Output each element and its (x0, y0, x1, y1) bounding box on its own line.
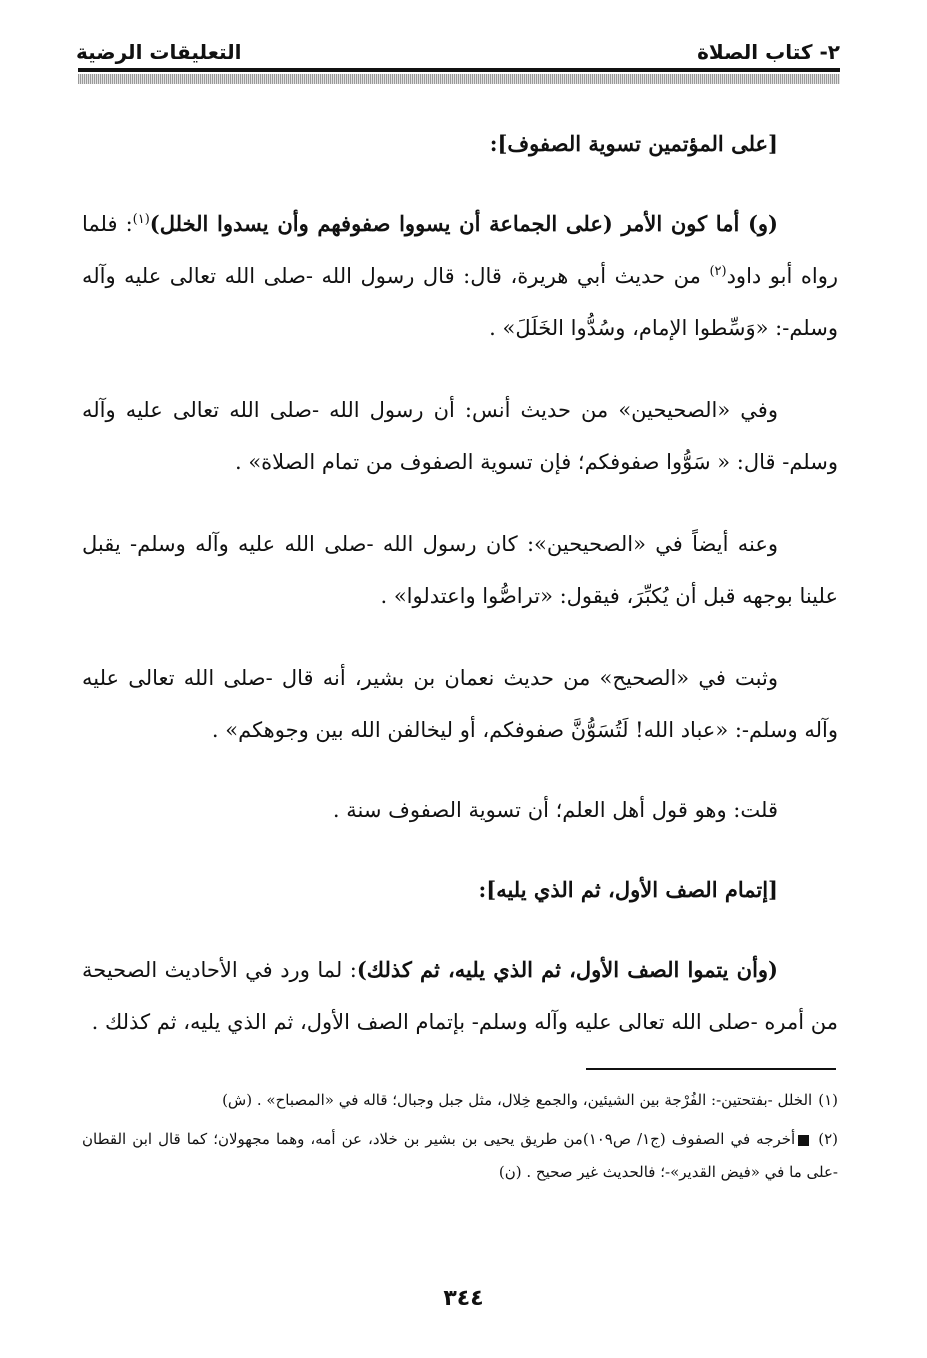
paragraph-tarassu: وعنه أيضاً في «الصحيحين»: كان رسول الله -صلى الله عليه وآله وسلم- يقبل علينا بوجهه قبل أن يُكبِّرَ، فيقول: «تراصُّوا واعتدلوا» . (82, 532, 838, 608)
page-number: ٣٤٤ (443, 1286, 484, 1311)
footnote-ref-1: (١) (132, 212, 150, 227)
main-text (82, 118, 838, 1048)
footnote-text: الخلل -بفتحتين-: الفُرْجة بين الشيئين، والجمع خِلال، مثل جبل وجبال؛ قاله في «المصباح» . (ش) (222, 1091, 813, 1109)
footnote-number: (١) (818, 1091, 838, 1109)
chapter-title: ٢- كتاب الصلاة (697, 40, 840, 64)
paragraph-text: : فلما رواه أبو داود (82, 212, 838, 288)
paragraph-qultu: قلت: وهو قول أهل العلم؛ أن تسوية الصفوف سنة . (332, 798, 778, 822)
paragraph-text: من حديث أبي هريرة، قال: قال رسول الله -صلى الله تعالى عليه وآله وسلم-: «وَسِّطوا الإمام، وسُدُّوا الخَلَلَ» . (82, 264, 838, 340)
footnote-text: أخرجه في الصفوف (ج١/ ص١٠٩)من طريق يحيى بن بشير بن خلاد، عن أمه، وهما مجهولان؛ كما قال ابن القطان -على ما في «فيض القدير»-؛ فالحديث غير صحيح . (ن) (82, 1130, 838, 1181)
paragraph-sadd-alkhalal (82, 198, 838, 354)
header-rule (78, 68, 840, 72)
paragraph-text: : لما ورد في الأحاديث الصحيحة من أمره -صلى الله تعالى عليه وآله وسلم- بإتمام الصف الأول، ثم الذي يليه، ثم كذلك . (82, 958, 838, 1034)
section-heading-row-alignment: [على المؤتمين تسوية الصفوف]: (489, 131, 778, 156)
paragraph-numan-hadith: وثبت في «الصحيح» من حديث نعمان بن بشير، أنه قال -صلى الله تعالى عليه وآله وسلم-: «عباد الله! لَتُسَوُّنَّ صفوفكم، أو ليخالفن الله بين وجوهكم» . (82, 666, 838, 742)
header-shaded-band (78, 74, 840, 84)
black-square-icon (798, 1135, 809, 1146)
footnote-1 (82, 1084, 838, 1117)
paragraph-anas-hadith: وفي «الصحيحين» من حديث أنس: أن رسول الله -صلى الله تعالى عليه وآله وسلم- قال: « سَوُّوا صفوفكم؛ فإن تسوية الصفوف من تمام الصلاة» . (82, 398, 838, 474)
footnote-2 (82, 1123, 838, 1189)
section-heading-first-row: [إتمام الصف الأول، ثم الذي يليه]: (478, 877, 778, 902)
matn-text: (وأن يتموا الصف الأول، ثم الذي يليه، ثم كذلك) (356, 957, 778, 982)
matn-text: (و) أما كون الأمر (على الجماعة أن يسووا صفوفهم وأن يسدوا الخلل) (149, 211, 778, 236)
paragraph-first-row (82, 944, 838, 1048)
book-title: التعليقات الرضية (76, 40, 242, 64)
running-header (76, 36, 840, 70)
footnotes (82, 1084, 838, 1195)
footnote-ref-2: (٢) (709, 264, 727, 279)
footnote-number: (٢) (818, 1130, 838, 1148)
footnote-separator (586, 1068, 836, 1070)
